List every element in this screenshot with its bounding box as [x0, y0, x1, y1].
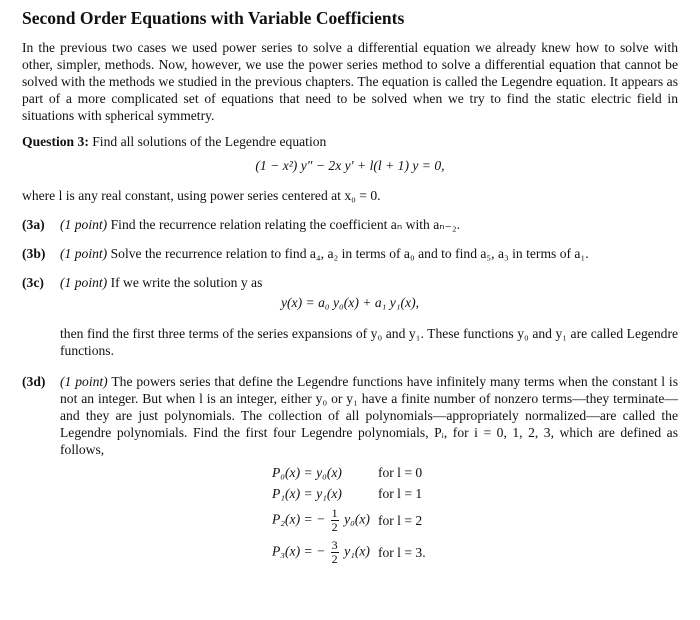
fraction-numerator: 1	[331, 506, 338, 520]
intro-paragraph: In the previous two cases we used power series to solve a differential equation we already knew how to solve with other, simpler, methods. Now, however, we use the power series method to solve a differential equation that cannot be solved with the methods we studied in the previous chapters. The equation is called the Legendre equation. It appears as part of a more complicated set of equations that need to be solved when we try to find the static electric field in situations with spherical symmetry.	[22, 40, 678, 123]
part-3c-after: then find the first three terms of the series expansions of y₀ and y₁. These functions y₀ and y₁ are called Legendre functions.	[60, 326, 678, 358]
part-text: If we write the solution y as	[110, 275, 263, 290]
fraction-numerator: 3	[331, 538, 338, 552]
part-points: (1 point)	[60, 275, 108, 290]
part-3a	[22, 216, 678, 233]
definition-condition: for l = 3.	[377, 544, 426, 560]
part-text: Solve the recurrence relation to find a₄, a₂ in terms of a₀ and to find a₅, a₃ in terms of a₁.	[110, 246, 589, 261]
definition-row	[272, 538, 434, 570]
part-label: (3d)	[22, 374, 46, 389]
definition-lhs-post: y₀(x)	[344, 511, 370, 527]
part-points: (1 point)	[60, 246, 108, 261]
part-label: (3c)	[22, 275, 44, 290]
part-3b	[22, 245, 678, 262]
part-points: (1 point)	[60, 217, 108, 232]
definition-row	[272, 485, 434, 506]
solution-equation: y(x) = a₀ y₀(x) + a₁ y₁(x),	[281, 295, 419, 310]
question-where: where l is any real constant, using power series centered at x₀ = 0.	[22, 188, 381, 203]
definition-condition: for l = 0	[377, 465, 423, 480]
definition-lhs: P₀(x) = y₀(x)	[272, 465, 342, 480]
question-text: Find all solutions of the Legendre equation	[92, 134, 327, 149]
part-points: (1 point)	[60, 374, 108, 389]
part-label: (3b)	[22, 246, 46, 261]
fraction	[331, 507, 339, 534]
definition-row	[272, 506, 434, 538]
definition-lhs: P₁(x) = y₁(x)	[272, 486, 342, 501]
definition-lhs-pre: P₂(x) = −	[272, 511, 326, 527]
part-text: The powers series that define the Legendre functions have infinitely many terms when the constant l is not an integer. But when l is an integer, either y₀ or y₁ have a finite number of nonzero terms—they terminate—and they are just polynomials. The collection of all polynomials—appropriately normalized—are called the Legendre polynomials. Find the first four Legendre polynomials, Pᵢ, for i = 0, 1, 2, 3, which are defined as follows,	[60, 374, 679, 457]
part-3c	[22, 274, 678, 291]
fraction-denominator: 2	[331, 552, 338, 566]
part-text: Find the recurrence relation relating the coefficient aₙ with aₙ₋₂.	[110, 217, 460, 232]
fraction	[331, 539, 339, 566]
legendre-polynomial-definitions	[272, 464, 434, 570]
part-3d	[22, 373, 678, 458]
section-title: Second Order Equations with Variable Coefficients	[22, 8, 405, 28]
definition-lhs-post: y₁(x)	[344, 543, 370, 559]
definition-lhs-pre: P₃(x) = −	[272, 543, 326, 559]
part-label: (3a)	[22, 217, 45, 232]
definition-condition: for l = 2	[377, 512, 423, 528]
definition-lhs	[272, 538, 378, 570]
fraction-denominator: 2	[331, 520, 338, 534]
question-label: Question 3:	[22, 134, 89, 149]
definition-condition: for l = 1	[377, 486, 423, 501]
definition-lhs	[272, 506, 378, 538]
definition-row	[272, 464, 434, 485]
question-3	[22, 134, 678, 150]
legendre-equation: (1 − x²) y″ − 2x y′ + l(l + 1) y = 0,	[255, 158, 445, 173]
